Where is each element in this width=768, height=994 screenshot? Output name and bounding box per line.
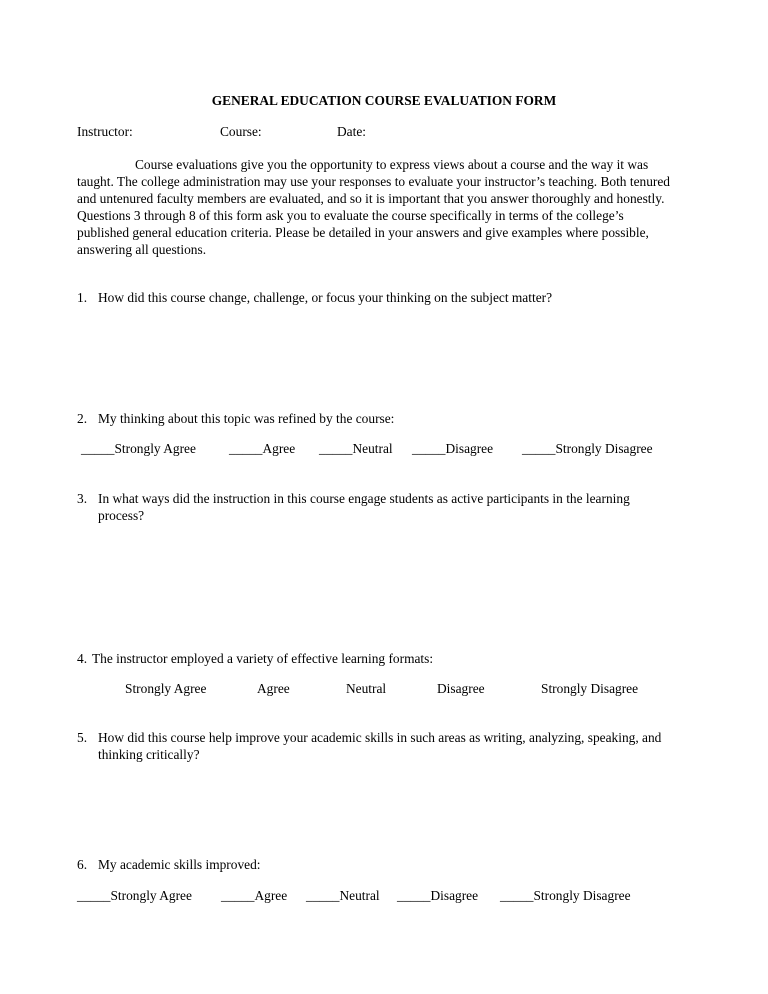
rating-option[interactable]: _____Disagree (397, 888, 479, 903)
rating-option[interactable]: _____Agree (221, 888, 288, 903)
rating-option[interactable]: _____Strongly Agree (77, 888, 192, 903)
date-label: Date: (337, 124, 366, 139)
instructor-label: Instructor: (77, 124, 133, 139)
rating-option[interactable]: _____Agree (229, 441, 296, 456)
rating-option[interactable]: Strongly Disagree (541, 681, 639, 696)
question-text: How did this course help improve your academic skills in such areas as writing, analyzing, speaking, and thinking critically? (98, 730, 662, 762)
question-number: 1. (77, 290, 88, 305)
rating-option[interactable]: Agree (257, 681, 290, 696)
intro-paragraph: Course evaluations give you the opportunity to express views about a course and the way it was taught. The college administration may use your responses to evaluate your instructor’s teaching. Both tenured and untenured faculty members are evaluated, and so it is important that you answer thoroughly and honestly. Questions 3 through 8 of this form ask you to evaluate the course specifically in terms of the college’s published general education criteria. Please be detailed in your answers and give examples where possible, answering all questions. (77, 157, 671, 257)
question-4 (77, 650, 677, 667)
rating-option[interactable]: _____Neutral (306, 888, 380, 903)
question-text: In what ways did the instruction in this course engage students as active participants in the learning process? (98, 491, 630, 523)
rating-option[interactable]: Neutral (346, 681, 387, 696)
rating-option[interactable]: Strongly Agree (125, 681, 207, 696)
question-number: 2. (77, 411, 88, 426)
question-text: My academic skills improved: (98, 857, 261, 872)
rating-option[interactable]: _____Strongly Agree (81, 441, 196, 456)
rating-option[interactable]: _____Strongly Disagree (500, 888, 631, 903)
rating-option[interactable]: Disagree (437, 681, 485, 696)
question-number: 6. (77, 857, 88, 872)
question-text: The instructor employed a variety of effective learning formats: (92, 651, 434, 666)
question-6 (77, 856, 677, 873)
question-2 (77, 410, 677, 427)
question-number: 3. (77, 491, 88, 506)
rating-option[interactable]: _____Neutral (319, 441, 393, 456)
question-number: 5. (77, 730, 88, 745)
rating-option[interactable]: _____Disagree (412, 441, 494, 456)
course-label: Course: (220, 124, 262, 139)
question-text: How did this course change, challenge, or focus your thinking on the subject matter? (98, 290, 553, 305)
question-5 (77, 729, 677, 763)
question-3 (77, 490, 677, 524)
question-1 (77, 289, 677, 306)
form-title: GENERAL EDUCATION COURSE EVALUATION FORM (211, 93, 557, 108)
rating-option[interactable]: _____Strongly Disagree (522, 441, 653, 456)
question-number: 4. (77, 651, 88, 666)
question-text: My thinking about this topic was refined by the course: (98, 411, 395, 426)
